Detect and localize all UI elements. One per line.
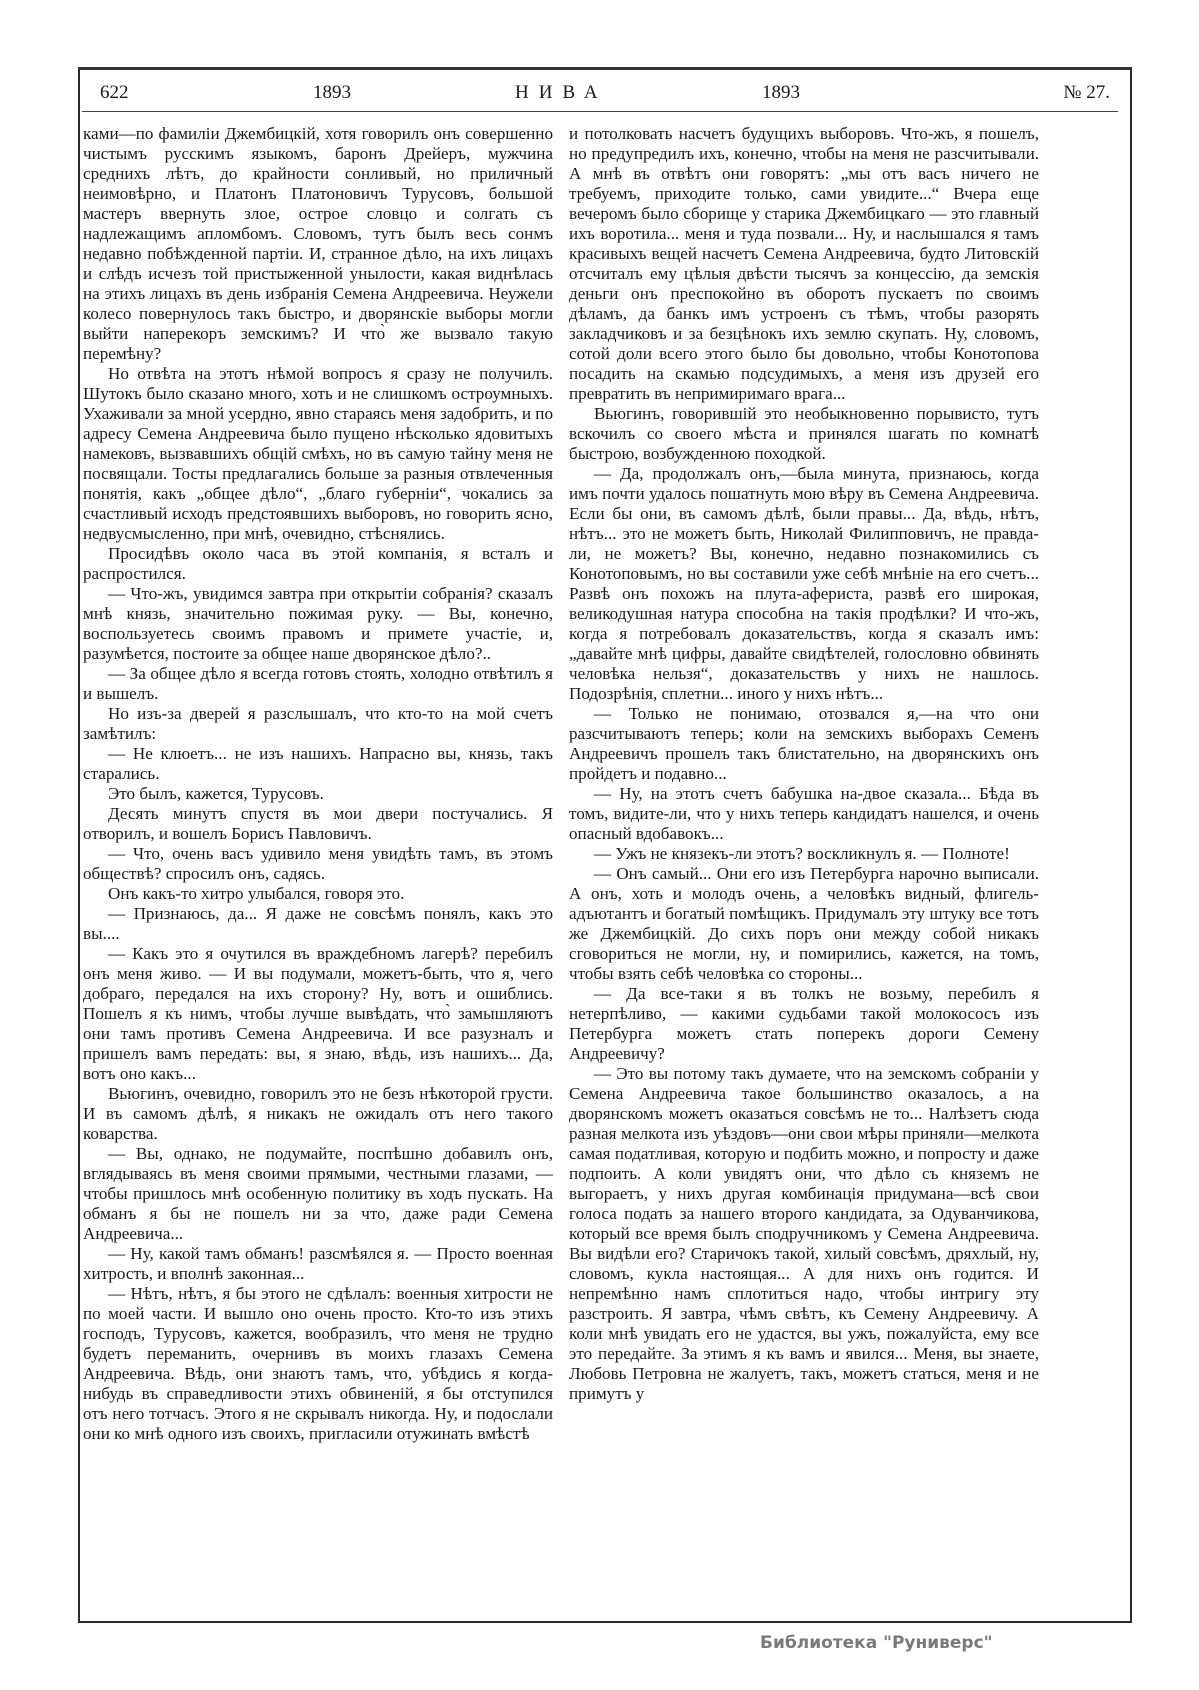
paragraph: — Ужъ не князекъ-ли этотъ? воскликнулъ я. — Полноте! (594, 844, 1010, 863)
header-year-right: 1893 (762, 82, 800, 103)
paragraph: — Какъ это я очутился въ враждебномъ лагерѣ? перебилъ онъ меня живо. — И вы подумали, можетъ-быть, что я, чего добраго, передался на ихъ сторону? Ну, вотъ и ошиблись. Пошелъ я къ нимъ, чтобы лучше вывѣдать, что̀ замышляютъ они тамъ противъ Семена Андреевича. И все разузналъ и пришелъ вамъ передать: вы, я знаю, вѣдь, изъ нашихъ... Да, вотъ оно какъ... (83, 944, 553, 1083)
paragraph: Просидѣвъ около часа въ этой компанія, я всталъ и распростился. (83, 544, 553, 583)
paragraph: — Это вы потому такъ думаете, что на земскомъ собраніи у Семена Андреевича такое большинство оказалось, а на дворянскомъ можетъ оказаться совсѣмъ не то... Налѣзетъ сюда разная мелкота изъ уѣздовъ—они свои мѣры приняли—мелкота самая податливая, которую и подбить можно, и попросту и даже подпоить. А коли увидятъ они, что дѣло съ княземъ не выгораетъ, у нихъ другая комбинація придумана—всѣ свои голоса подать за нашего второго кандидата, за Одуванчикова, который все время былъ сподручникомъ у Семена Андреевича. Вы видѣли его? Старичокъ такой, хилый совсѣмъ, дряхлый, ну, словомъ, кукла настоящая... А для нихъ онъ годится. И непремѣнно намъ сплотиться надо, чтобы интригу эту разстроить. Я завтра, чѣмъ свѣтъ, къ Семену Андреевичу. А коли мнѣ увидать его не удастся, вы ужъ, пожалуйста, ему все это передайте. За этимъ я къ вамъ и явился... Меня, вы знаете, Любовь Петровна не жалуетъ, такъ, можетъ статься, меня и не примутъ у (569, 1064, 1039, 1403)
paragraph-continued: ками—по фамиліи Джембицкій, хотя говорилъ онъ совершенно чистымъ русскимъ языкомъ, баронъ Дрейеръ, мужчина среднихъ лѣтъ, до крайности сонливый, но приличный неимовѣрно, и Платонъ Платоновичъ Турусовъ, большой мастеръ ввернуть злое, острое словцо и солгать съ надлежащимъ апломбомъ. Словомъ, тутъ былъ весь сонмъ недавно побѣжденной партіи. И, странное дѣло, на ихъ лицахъ и слѣдъ исчезъ той пристыженной унылости, какая виднѣлась на этихъ лицахъ въ день избранія Семена Андреевича. Неужели колесо повернулось такъ быстро, и дворянскіе выборы могли выйти наперекоръ земскимъ? И что̀ же вызвало такую перемѣну? (83, 124, 553, 363)
text-column-left (83, 124, 553, 1444)
paragraph: Это былъ, кажется, Турусовъ. (108, 784, 324, 803)
paragraph: — Онъ самый... Они его изъ Петербурга нарочно выписали. А онъ, хоть и молодъ очень, а человѣкъ видный, флигель-адъютантъ и богатый помѣщикъ. Придумалъ эту штуку все тотъ же Джембицкій. До сихъ поръ они между собой никакъ сговориться не могли, ну, и помирились, кажется, на томъ, чтобы взять себѣ человѣка со стороны... (569, 864, 1039, 983)
text-column-right (569, 124, 1039, 1404)
paragraph: Десять минутъ спустя въ мои двери постучались. Я отворилъ, и вошелъ Борисъ Павловичъ. (83, 804, 553, 843)
paragraph: — Ну, какой тамъ обманъ! разсмѣялся я. — Просто военная хитрость, и вполнѣ законная... (83, 1244, 553, 1283)
paragraph: Но отвѣта на этотъ нѣмой вопросъ я сразу не получилъ. Шутокъ было сказано много, хоть и не слишкомъ остроумныхъ. Ухаживали за мной усердно, явно стараясь меня задобрить, и по адресу Семена Андреевича было пущено нѣсколько ядовитыхъ намековъ, вызвавшихъ общій смѣхъ, но въ самую тайну меня не посвящали. Тосты предлагались больше за разныя отвлеченныя понятія, какъ „общее дѣло“, „благо губерніи“, чокались за счастливый исходъ предстоявшихъ выборовъ, но говорить ясно, недвусмысленно, при мнѣ, очевидно, стѣснялись. (83, 364, 553, 543)
paragraph: Вьюгинъ, говорившій это необыкновенно порывисто, тутъ вскочилъ со своего мѣста и принялся шагать по комнатѣ быстрою, возбужденною походкой. (569, 404, 1039, 463)
paragraph: Но изъ-за дверей я разслышалъ, что кто-то на мой счетъ замѣтилъ: (83, 704, 553, 743)
header-year-left: 1893 (313, 82, 351, 103)
page-header (100, 82, 1110, 110)
paragraph-continued: и потолковать насчетъ будущихъ выборовъ. Что-жъ, я пошелъ, но предупредилъ ихъ, конечно, чтобы на меня не разсчитывали. А мнѣ въ отвѣтъ они говорятъ: „мы отъ васъ ничего не требуемъ, приходите только, сами увидите...“ Вчера еще вечеромъ было сборище у старика Джембицкаго — это главный ихъ воротила... меня и туда позвали... Ну, и наслышался я тамъ красивыхъ вещей насчетъ Семена Андреевича, будто Литовскій отсчиталъ ему цѣлыя двѣсти тысячъ за концессію, да земскія деньги онъ преспокойно въ оборотъ пускаетъ по своимъ дѣламъ, да банкъ имъ устроенъ съ тѣмъ, чтобы разорять закладчиковъ и за безцѣнокъ ихъ землю скупать. Ну, словомъ, сотой доли всего этого было бы довольно, чтобы Конотопова посадить на скамью подсудимыхъ, а меня изъ друзей его превратить въ непримиримаго врага... (569, 124, 1039, 403)
paragraph: — Только не понимаю, отозвался я,—на что они разсчитываютъ теперь; коли на земскихъ выборахъ Семенъ Андреевичъ прошелъ такъ блистательно, на дворянскихъ онъ пройдетъ и подавно... (569, 704, 1039, 783)
paragraph: — Что-жъ, увидимся завтра при открытіи собранія? сказалъ мнѣ князь, значительно пожимая руку. — Вы, конечно, воспользуетесь своимъ правомъ и примете участіе, и, разумѣется, постоите за общее наше дворянское дѣло?.. (83, 584, 553, 663)
issue-number: № 27. (1063, 82, 1110, 103)
paragraph: Онъ какъ-то хитро улыбался, говоря это. (108, 884, 405, 903)
library-watermark: Библиотека "Руниверс" (760, 1633, 993, 1653)
page-number: 622 (100, 82, 129, 103)
paragraph: — Не клюетъ... не изъ нашихъ. Напрасно вы, князь, такъ старались. (83, 744, 553, 783)
paragraph: — Да, продолжалъ онъ,—была минута, признаюсь, когда имъ почти удалось пошатнуть мою вѣру въ Семена Андреевича. Если бы они, въ самомъ дѣлѣ, были правы... Да, вѣдь, нѣтъ, нѣтъ... это не можетъ быть, Николай Филипповичъ, не правда-ли, не можетъ? Вы, конечно, недавно познакомились съ Конотоповымъ, но вы составили уже себѣ мнѣніе на его счетъ... Развѣ онъ похожъ на плута-афериста, развѣ его широкая, великодушная натура способна на такія продѣлки? И что-жъ, когда я потребовалъ доказательствъ, когда я сказалъ имъ: „давайте мнѣ цифры, давайте свидѣтелей, голословно обвинять человѣка нельзя“, доказательствъ у нихъ не нашлось. Подозрѣнія, сплетни... иного у нихъ нѣтъ... (569, 464, 1039, 703)
journal-title: НИВА (515, 82, 608, 103)
paragraph: — Признаюсь, да... Я даже не совсѣмъ понялъ, какъ это вы.... (83, 904, 553, 943)
paragraph: — Да все-таки я въ толкъ не возьму, перебилъ я нетерпѣливо, — какими судьбами такой молокососъ изъ Петербурга можетъ стать поперекъ дороги Семену Андреевичу? (569, 984, 1039, 1063)
header-rule (82, 111, 1118, 112)
paragraph: — Нѣтъ, нѣтъ, я бы этого не сдѣлалъ: военныя хитрости не по моей части. И вышло оно очень просто. Кто-то изъ этихъ господъ, Турусовъ, кажется, вообразилъ, что меня не трудно будетъ переманить, очернивъ въ моихъ глазахъ Семена Андреевича. Вѣдь, они знаютъ тамъ, что, убѣдись я когда-нибудь въ справедливости этихъ обвиненій, я бы отступился отъ него тотчасъ. Этого я не скрывалъ никогда. Ну, и подослали они ко мнѣ одного изъ своихъ, пригласили отужинать вмѣстѣ (83, 1284, 553, 1443)
paragraph: — Ну, на этотъ счетъ бабушка на-двое сказала... Бѣда въ томъ, видите-ли, что у нихъ теперь кандидатъ нашелся, и очень опасный вдобавокъ... (569, 784, 1039, 843)
paragraph: Вьюгинъ, очевидно, говорилъ это не безъ нѣкоторой грусти. И въ самомъ дѣлѣ, я никакъ не ожидалъ отъ него такого коварства. (83, 1084, 553, 1143)
paragraph: — Что, очень васъ удивило меня увидѣть тамъ, въ этомъ обществѣ? спросилъ онъ, садясь. (83, 844, 553, 883)
paragraph: — За общее дѣло я всегда готовъ стоять, холодно отвѣтилъ я и вышелъ. (83, 664, 553, 703)
paragraph: — Вы, однако, не подумайте, поспѣшно добавилъ онъ, вглядываясь въ меня своими прямыми, честными глазами, — чтобы пришлось мнѣ особенную политику въ ходъ пускать. На обманъ я бы не пошелъ ни за что, даже ради Семена Андреевича... (83, 1144, 553, 1243)
